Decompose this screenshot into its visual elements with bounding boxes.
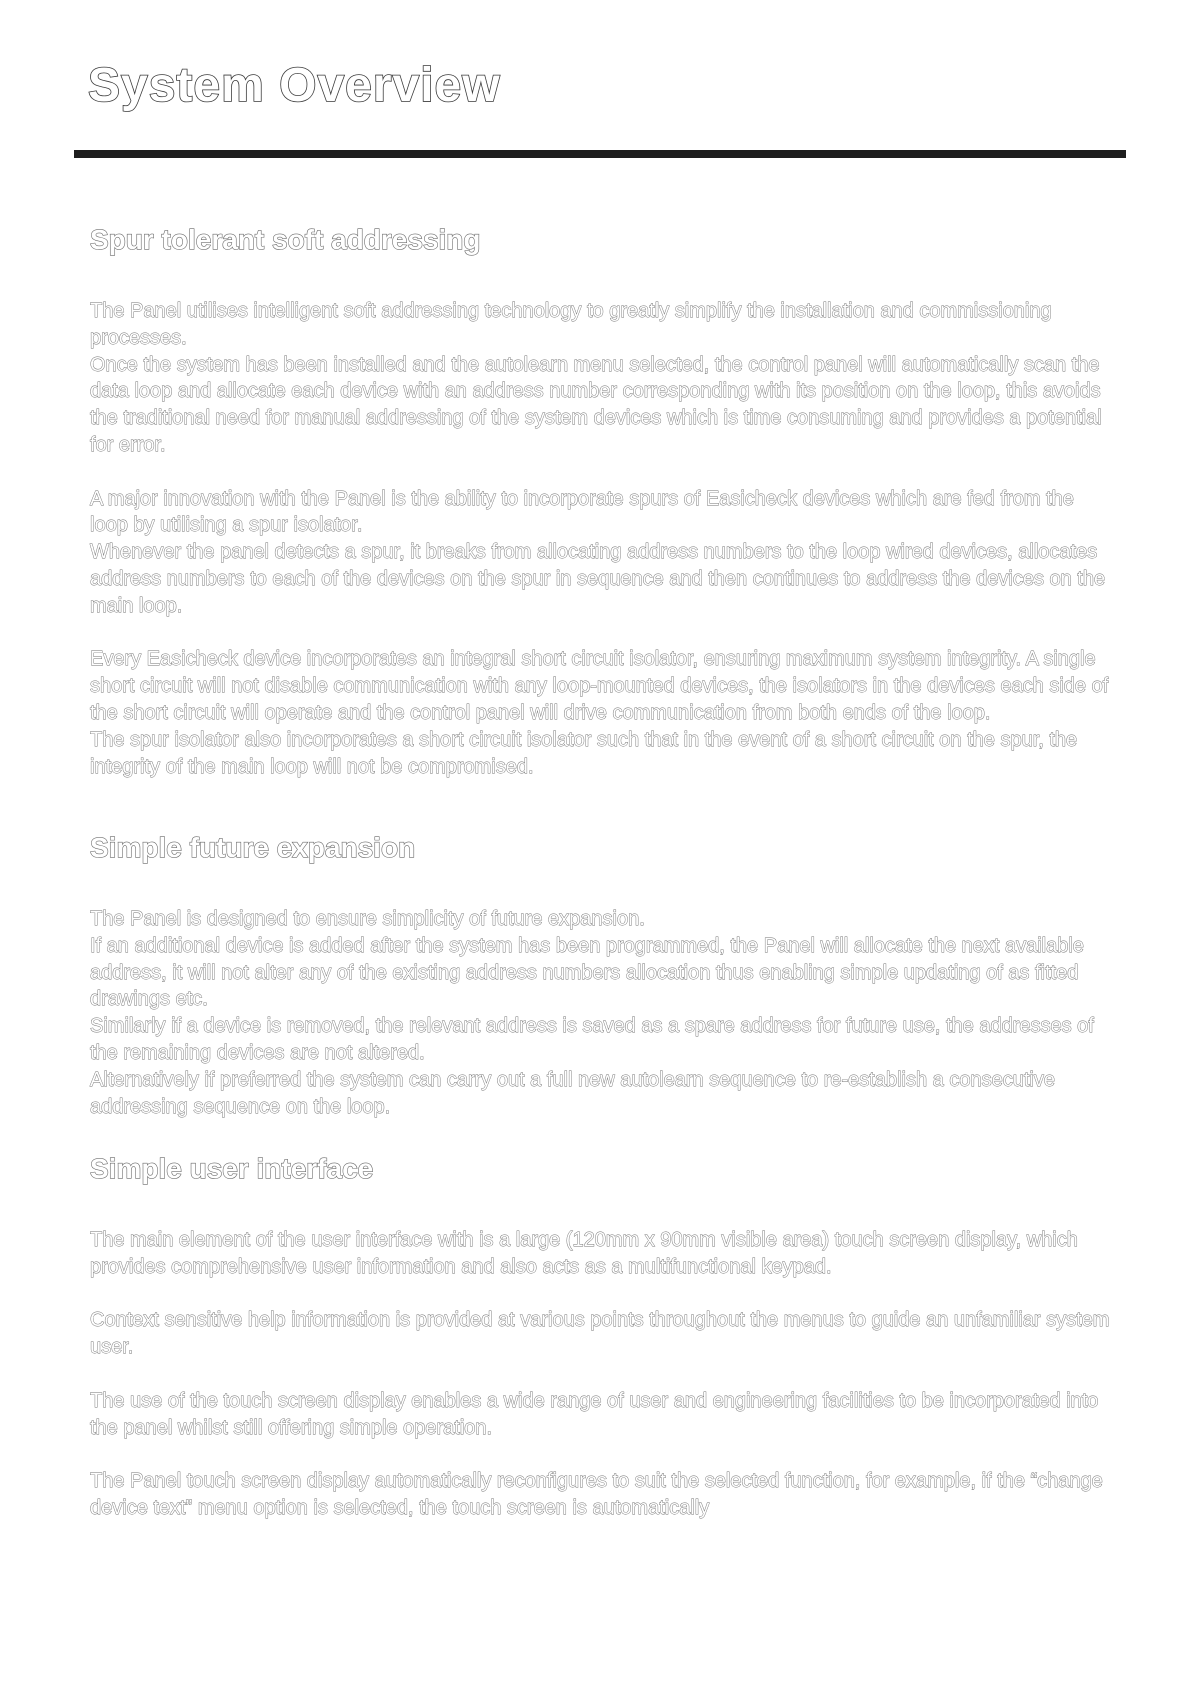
section-future-expansion: [90, 834, 1110, 1120]
paragraph: The use of the touch screen display enables a wide range of user and engineering facilities to be incorporated into the panel whilst still offering simple operation.: [90, 1389, 1099, 1439]
paragraph: The Panel touch screen display automatically reconfigures to suit the selected function, for example, if the “change device text” menu option is selected, the touch screen is automatically: [90, 1470, 1103, 1519]
paragraph: Once the system has been installed and the autolearn menu selected, the control panel will automatically scan the data loop and allocate each device with an address number corresponding with its position on the loop, this avoids the traditional need for manual addressing of the system devices which is time consuming and provides a potential for error.: [90, 353, 1102, 456]
paragraph: Similarly if a device is removed, the relevant address is saved as a spare address for future use, the addresses of the remaining devices are not altered.: [90, 1015, 1094, 1064]
paragraph: Context sensitive help information is provided at various points throughout the menus to guide an unfamiliar system user.: [90, 1309, 1110, 1359]
paragraph: The spur isolator also incorporates a short circuit isolator such that in the event of a short circuit on the spur, the integrity of the main loop will not be compromised.: [90, 728, 1078, 778]
paragraph: Every Easicheck device incorporates an integral short circuit isolator, ensuring maximum system integrity. A single short circuit will not disable communication with any loop-mounted devices, the isolators in the devices each side of the short circuit will operate and the control panel will drive communication from both ends of the loop.: [90, 648, 1109, 724]
section-heading: Spur tolerant soft addressing: [90, 224, 481, 255]
paragraph: The Panel utilises intelligent soft addressing technology to greatly simplify the installation and commissioning processes.: [90, 300, 1052, 349]
paragraph: The Panel is designed to ensure simplicity of future expansion.: [90, 908, 645, 930]
paragraph: If an additional device is added after the system has been programmed, the Panel will allocate the next available address, it will not alter any of the existing address numbers allocation thus enabling simple updating of as fitted drawings etc.: [90, 934, 1084, 1011]
page-title: System Overview: [88, 59, 501, 112]
section-heading: Simple future expansion: [90, 832, 416, 863]
section-heading: Simple user interface: [90, 1153, 374, 1184]
title-divider: [74, 150, 1126, 158]
section-spur-tolerant: [90, 226, 1110, 780]
section-user-interface: [90, 1155, 1110, 1522]
paragraph: Alternatively if preferred the system can carry out a full new autolearn sequence to re-establish a consecutive addressing sequence on the loop.: [90, 1068, 1055, 1118]
paragraph: The main element of the user interface with is a large (120mm x 90mm visible area) touch screen display, which provides comprehensive user information and also acts as a multifunctional keypad.: [90, 1229, 1078, 1278]
paragraph: Whenever the panel detects a spur, it breaks from allocating address numbers to the loop wired devices, allocates address numbers to each of the devices on the spur in sequence and then continues to address the devices on the main loop.: [90, 541, 1106, 617]
paragraph: A major innovation with the Panel is the ability to incorporate spurs of Easicheck devices which are fed from the loop by utilising a spur isolator.: [90, 487, 1074, 537]
